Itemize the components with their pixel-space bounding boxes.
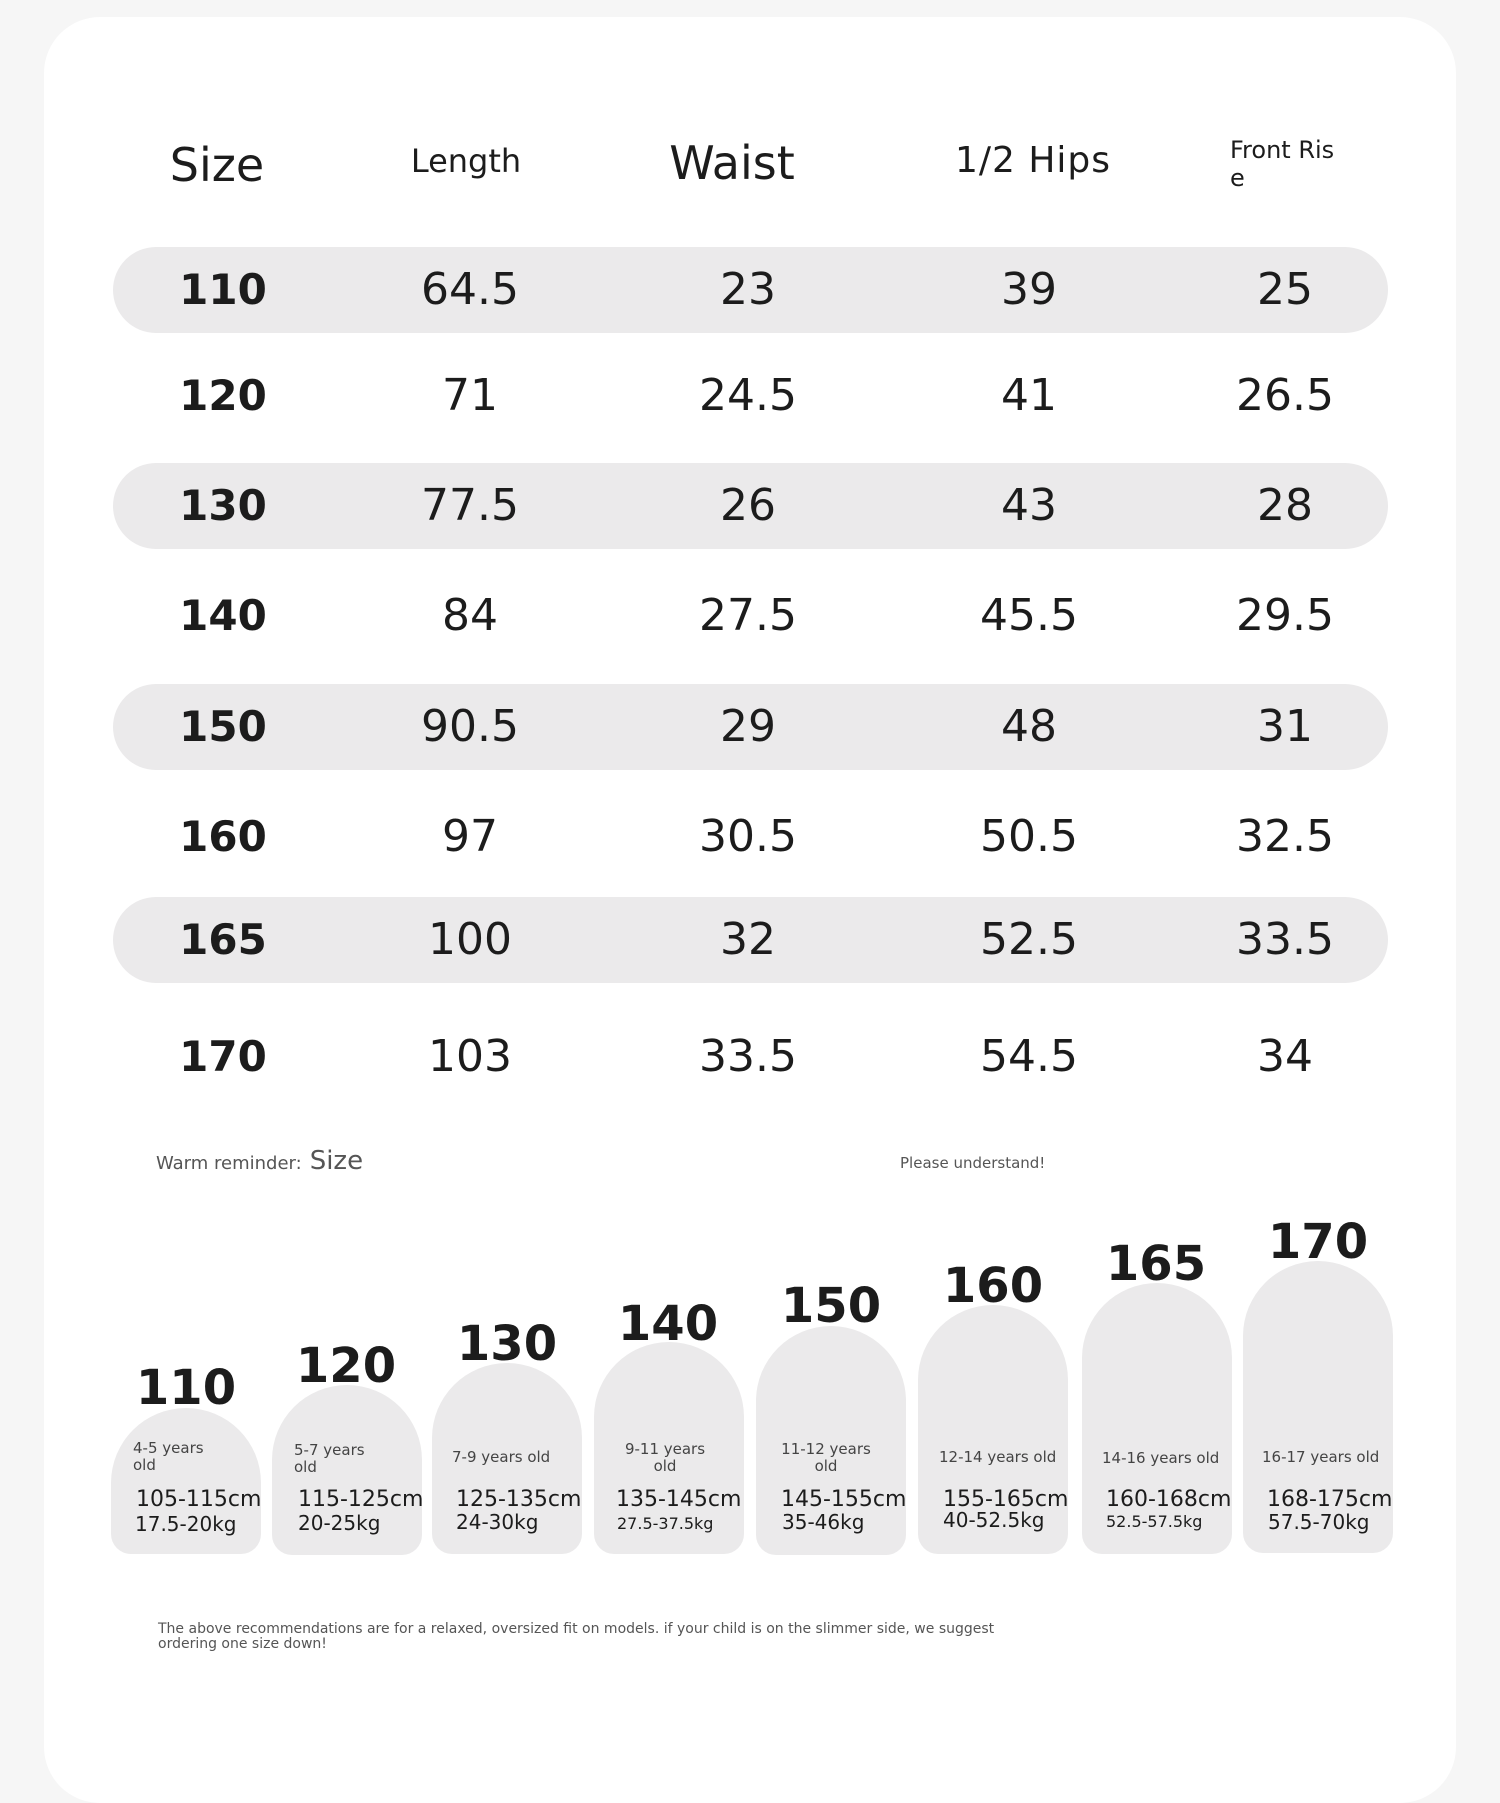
guide-age: 16-17 years old xyxy=(1262,1448,1380,1466)
table-row xyxy=(113,463,1388,549)
fit-recommendation-note: The above recommendations are for a relaxed, oversized fit on models. if your child is on the slimmer side, we suggest ordering one size down! xyxy=(158,1621,995,1652)
cell-size: 130 xyxy=(179,481,267,530)
header-half-hips: 1/2 Hips xyxy=(954,140,1112,181)
cell-length: 77.5 xyxy=(421,480,519,531)
cell-rise: 26.5 xyxy=(1236,370,1334,421)
cell-waist: 26 xyxy=(720,480,776,531)
cell-waist: 32 xyxy=(720,914,776,965)
cell-size: 120 xyxy=(179,371,267,420)
cell-size: 150 xyxy=(179,702,267,751)
guide-age: 5-7 years old xyxy=(294,1441,365,1476)
warm-reminder xyxy=(156,1146,363,1176)
guide-size: 120 xyxy=(295,1338,397,1394)
cell-size: 165 xyxy=(179,915,267,964)
cell-rise: 31 xyxy=(1257,701,1313,752)
cell-waist: 33.5 xyxy=(699,1031,797,1082)
guide-age: 4-5 years old xyxy=(133,1439,204,1474)
cell-hips: 45.5 xyxy=(980,590,1078,641)
guide-size: 130 xyxy=(456,1316,558,1372)
cell-rise: 28 xyxy=(1257,480,1313,531)
guide-weight: 57.5-70kg xyxy=(1268,1510,1370,1534)
cell-length: 71 xyxy=(442,370,498,421)
guide-age: 7-9 years old xyxy=(452,1448,551,1466)
guide-weight: 52.5-57.5kg xyxy=(1106,1512,1203,1531)
cell-length: 100 xyxy=(428,914,512,965)
cell-rise: 25 xyxy=(1257,264,1313,315)
cell-rise: 29.5 xyxy=(1236,590,1334,641)
guide-height: 168-175cm xyxy=(1267,1487,1393,1512)
guide-height: 115-125cm xyxy=(298,1487,424,1512)
cell-size: 110 xyxy=(179,265,267,314)
guide-weight: 35-46kg xyxy=(782,1510,865,1534)
guide-size: 160 xyxy=(942,1258,1044,1314)
guide-height: 145-155cm xyxy=(781,1487,907,1512)
cell-waist: 29 xyxy=(720,701,776,752)
guide-height: 125-135cm xyxy=(456,1487,582,1512)
cell-hips: 52.5 xyxy=(980,914,1078,965)
guide-height: 135-145cm xyxy=(616,1487,742,1512)
header-length: Length xyxy=(410,142,522,180)
cell-waist: 27.5 xyxy=(699,590,797,641)
cell-rise: 32.5 xyxy=(1236,811,1334,862)
guide-size: 170 xyxy=(1267,1214,1369,1270)
warm-reminder-size: Size xyxy=(309,1146,364,1176)
cell-length: 84 xyxy=(442,590,498,641)
cell-size: 160 xyxy=(179,812,267,861)
guide-weight: 24-30kg xyxy=(456,1510,539,1534)
guide-weight: 40-52.5kg xyxy=(943,1508,1045,1532)
guide-height: 105-115cm xyxy=(136,1487,262,1512)
header-waist: Waist xyxy=(669,136,795,190)
guide-weight: 20-25kg xyxy=(298,1511,381,1535)
cell-waist: 24.5 xyxy=(699,370,797,421)
guide-weight: 27.5-37.5kg xyxy=(617,1514,714,1533)
guide-weight: 17.5-20kg xyxy=(135,1512,237,1536)
cell-rise: 33.5 xyxy=(1236,914,1334,965)
cell-length: 97 xyxy=(442,811,498,862)
guide-size: 110 xyxy=(135,1360,237,1416)
table-row xyxy=(113,684,1388,770)
cell-size: 170 xyxy=(179,1032,267,1081)
cell-waist: 30.5 xyxy=(699,811,797,862)
please-understand-note: Please understand! xyxy=(900,1154,1046,1172)
guide-age: 14-16 years old xyxy=(1102,1449,1220,1467)
cell-length: 64.5 xyxy=(421,264,519,315)
cell-hips: 43 xyxy=(1001,480,1057,531)
table-row xyxy=(113,794,1388,880)
table-row xyxy=(113,573,1388,659)
cell-hips: 39 xyxy=(1001,264,1057,315)
cell-hips: 54.5 xyxy=(980,1031,1078,1082)
cell-hips: 41 xyxy=(1001,370,1057,421)
guide-age: 12-14 years old xyxy=(939,1448,1057,1466)
cell-hips: 48 xyxy=(1001,701,1057,752)
cell-rise: 34 xyxy=(1257,1031,1313,1082)
cell-length: 103 xyxy=(428,1031,512,1082)
table-row xyxy=(113,247,1388,333)
cell-size: 140 xyxy=(179,591,267,640)
table-header xyxy=(0,0,1500,200)
header-front-rise: Front Rise xyxy=(1230,136,1335,192)
cell-waist: 23 xyxy=(720,264,776,315)
guide-size: 150 xyxy=(780,1278,882,1334)
guide-size: 165 xyxy=(1105,1236,1207,1292)
table-row xyxy=(113,1014,1388,1100)
cell-length: 90.5 xyxy=(421,701,519,752)
guide-age: 9-11 years old xyxy=(624,1440,706,1475)
guide-age: 11-12 years old xyxy=(781,1440,871,1475)
guide-height: 155-165cm xyxy=(943,1487,1069,1512)
guide-height: 160-168cm xyxy=(1106,1487,1232,1512)
table-row xyxy=(113,897,1388,983)
guide-size: 140 xyxy=(617,1296,719,1352)
header-size: Size xyxy=(169,138,265,192)
cell-hips: 50.5 xyxy=(980,811,1078,862)
warm-reminder-label: Warm reminder: xyxy=(156,1153,302,1174)
table-row xyxy=(113,353,1388,439)
